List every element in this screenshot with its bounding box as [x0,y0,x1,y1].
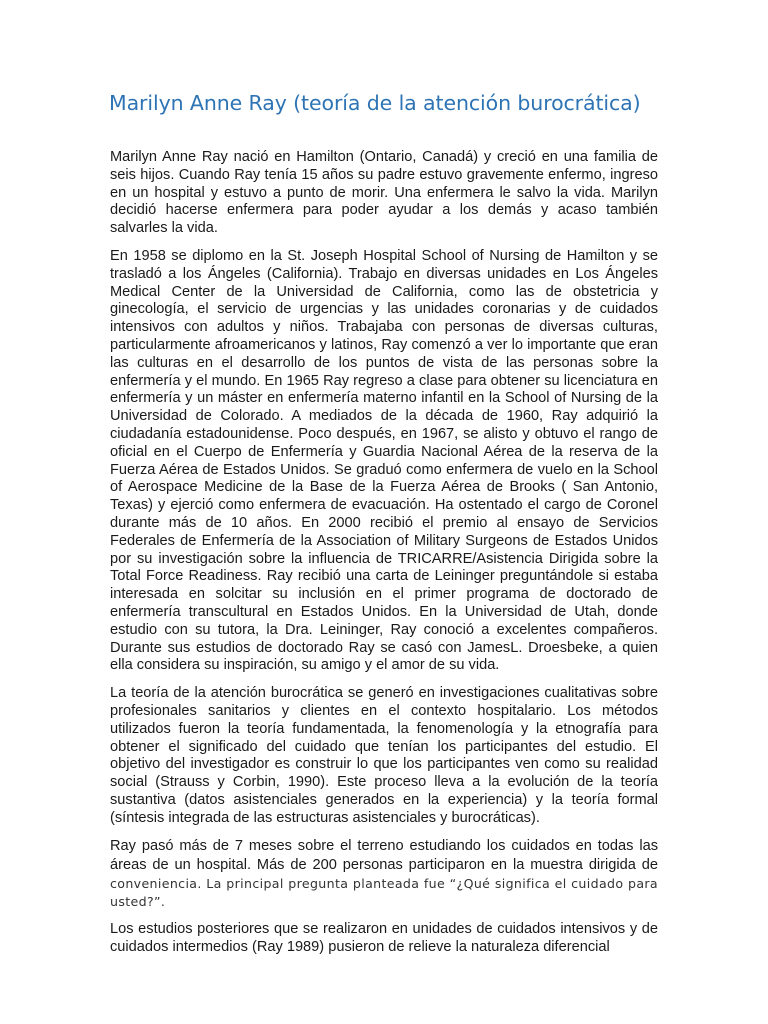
paragraph-career: En 1958 se diplomo en la St. Joseph Hospital School of Nursing de Hamilton y se trasladó a los Ángeles (California). Trabajo en diversas unidades en Los Ángeles Medical Center de la Universidad de California, como las de obstetricia y ginecología, el servicio de urgencias y las unidades coronarias y de cuidados intensivos con adultos y niños. Trabajaba con personas de diversas culturas, particularmente afroamericanos y latinos, Ray comenzó a ver lo importante que eran las culturas en el desarrollo de los puntos de vista de las personas sobre la enfermería y el mundo. En 1965 Ray regreso a clase para obtener su licenciatura en enfermería y un máster en enfermería materno infantil en la School of Nursing de la Universidad de Colorado. A mediados de la década de 1960, Ray adquirió la ciudadanía estadounidense. Poco después, en 1967, se alisto y obtuvo el rango de oficial en el Cuerpo de Enfermería y Guardia Nacional Aérea de la reserva de la Fuerza Aérea de Estados Unidos. Se graduó como enfermera de vuelo en la School of Aerospace Medicine de la Base de la Fuerza Aérea de Brooks ( San Antonio, Texas) y ejerció como enfermera de evacuación. Ha ostentado el cargo de Coronel durante más de 10 años. En 2000 recibió el premio al ensayo de Servicios Federales de Enfermería de la Association of Military Surgeons de Estados Unidos por su investigación sobre la influencia de TRICARRE/Asistencia Dirigida sobre la Total Force Readiness. Ray recibió una carta de Leininger preguntándole si estaba interesada en solcitar su inclusión en el primer programa de doctorado de enfermería transcultural en Estados Unidos. En la Universidad de Utah, donde estudio con su tutora, la Dra. Leininger, Ray conoció a excelentes compañeros. Durante sus estudios de doctorado Ray se casó con JamesL. Droesbeke, a quien ella considera su inspiración, su amigo y el amor de su vida. [110,247,658,674]
paragraph-fieldwork-main: Ray pasó más de 7 meses sobre el terreno estudiando los cuidados en todas las áreas de un hospital. Más de 200 personas participaron en la muestra dirigida de [110,838,658,874]
document-body [110,149,658,957]
paragraph-theory-method: La teoría de la atención burocrática se generó en investigaciones cualitativas sobre profesionales sanitarios y clientes en el contexto hospitalario. Los métodos utilizados fueron la teoría fundamentada, la fenomenología y la etnografía para obtener el significado del cuidado que tenían los participantes del estudio. El objetivo del investigador es construir lo que los participantes ven como su realidad social (Strauss y Corbin, 1990). Este proceso lleva a la evolución de la teoría sustantiva (datos asistenciales generados en la experiencia) y la teoría formal (síntesis integrada de las estructuras asistenciales y burocráticas). [110,685,658,826]
paragraph-biography-intro: Marilyn Anne Ray nació en Hamilton (Ontario, Canadá) y creció en una familia de seis hijos. Cuando Ray tenía 15 años su padre estuvo gravemente enfermo, ingreso en un hospital y estuvo a punto de morir. Una enfermera le salvo la vida. Marilyn decidió hacerse enfermera para poder ayudar a los demás y acaso también salvarles la vida. [110,149,658,237]
paragraph-fieldwork [110,837,658,911]
paragraph-later-studies: Los estudios posteriores que se realizaron en unidades de cuidados intensivos y de cuidados intermedios (Ray 1989) pusieron de relieve la naturaleza diferencial [110,921,658,955]
paragraph-fieldwork-question: conveniencia. La principal pregunta planteada fue “¿Qué significa el cuidado para usted?”. [110,876,658,910]
document-title: Marilyn Anne Ray (teoría de la atención burocrática) [109,91,641,115]
